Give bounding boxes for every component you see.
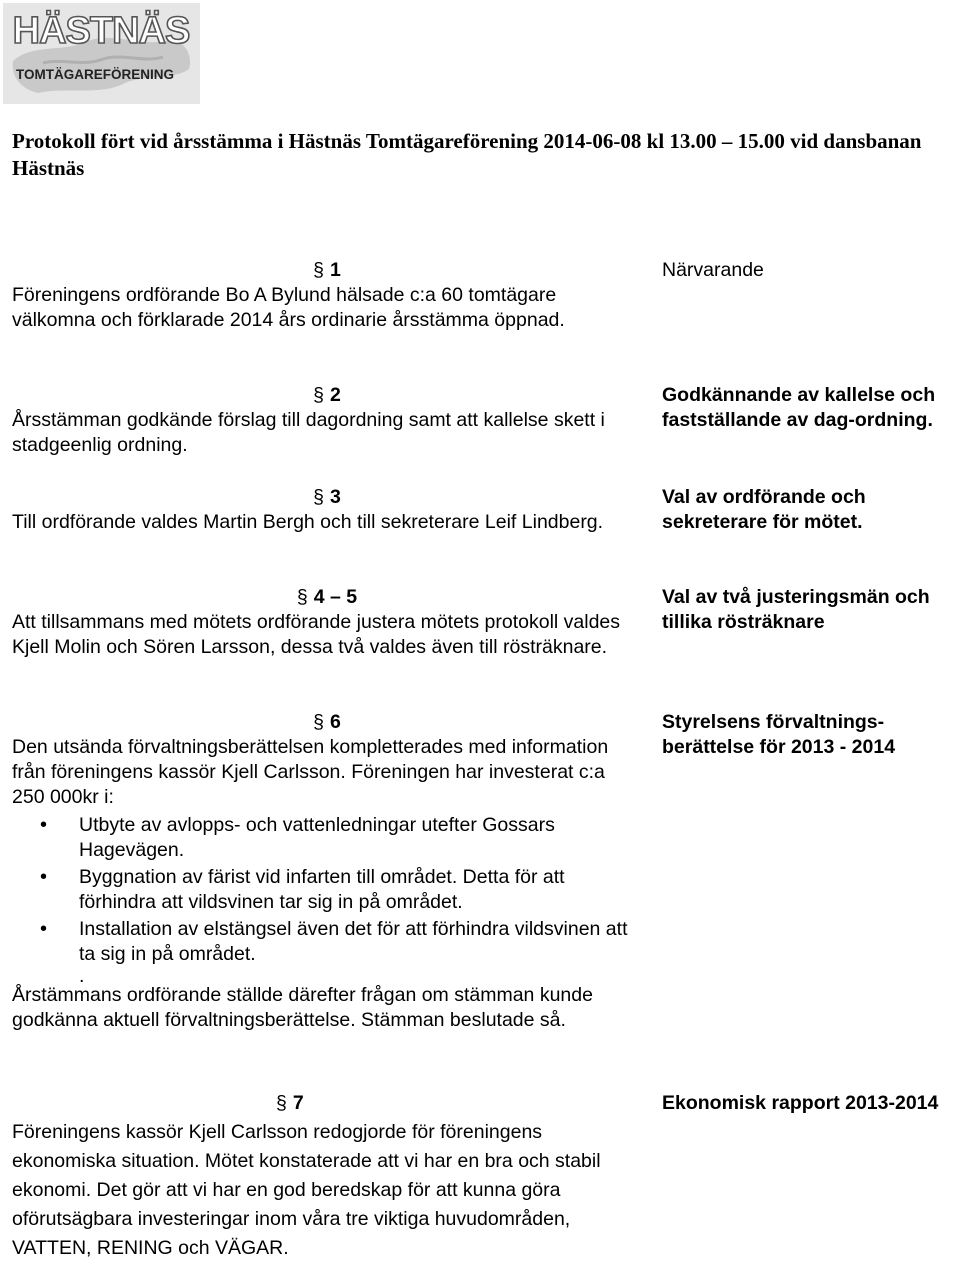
section-number: 7: [292, 1092, 304, 1114]
section-2: [12, 383, 642, 458]
paragraph-sign-icon: §: [313, 384, 324, 406]
logo-name: HÄSTNÄS: [12, 10, 190, 52]
section-7: [12, 1091, 642, 1263]
section-text-after: Årstämmans ordförande ställde därefter frågan om stämman kunde godkänna aktuell förvaltningsberättelse. Stämman beslutade så.: [12, 984, 593, 1031]
paragraph-sign-icon: §: [276, 1092, 287, 1114]
section-number: 2: [330, 384, 341, 406]
section-6: [12, 710, 642, 1033]
section-1: [12, 258, 642, 333]
section-1-heading: [662, 258, 952, 283]
protocol-title: Protokoll fört vid årsstämma i Hästnäs Tomtägareförening 2014-06-08 kl 13.00 – 15.00 vid dansbanan Hästnäs: [12, 129, 922, 180]
paragraph-sign-icon: §: [296, 586, 308, 608]
paragraph-sign-icon: §: [313, 711, 324, 733]
section-text: Föreningens kassör Kjell Carlsson redogjorde för föreningens ekonomiska situation. Mötet konstaterade att vi har en bra och stabil ekonomi. Det gör att vi har en god beredskap för att kunna göra oförutsägbara investeringar inom våra tre viktiga huvudområden, VATTEN, RENING och VÄGAR.: [12, 1121, 601, 1259]
section-6-heading: [662, 710, 952, 760]
list-item: • Utbyte av avlopps- och vattenledningar utefter Gossars Hagevägen.: [12, 813, 642, 863]
section-text: Den utsända förvaltningsberättelsen kompletterades med information från föreningens kassör Kjell Carlsson. Föreningen har investerat c:a 250 000kr i:: [12, 736, 609, 808]
section-text: Att tillsammans med mötets ordförande justera mötets protokoll valdes Kjell Molin och Sören Larsson, dessa två valdes även till rösträknare.: [12, 611, 621, 658]
side-heading: Ekonomisk rapport 2013-2014: [662, 1092, 939, 1114]
section-text: Årsstämman godkände förslag till dagordning samt att kallelse skett i stadgeenlig ordning.: [12, 409, 605, 456]
list-item: • Byggnation av färist vid infarten till området. Detta för att förhindra att vildsvinen tar sig in på området.: [12, 865, 642, 915]
paragraph-sign-icon: §: [313, 486, 324, 508]
section-number: 6: [330, 711, 341, 733]
stray-dot: .: [79, 969, 85, 983]
section-3: [12, 485, 642, 535]
section-2-heading: [662, 383, 952, 433]
section-number: 1: [330, 259, 341, 281]
association-logo: [3, 3, 200, 104]
logo-subtitle: TOMTÄGAREFÖRENING: [16, 67, 174, 82]
section-4-5-heading: [662, 585, 952, 635]
section-4-5: [12, 585, 642, 660]
side-heading: Val av ordförande och sekreterare för mötet.: [662, 486, 866, 533]
section-text: Till ordförande valdes Martin Bergh och till sekreterare Leif Lindberg.: [12, 511, 604, 533]
side-heading: Närvarande: [662, 259, 764, 281]
paragraph-sign-icon: §: [313, 259, 324, 281]
section-3-heading: [662, 485, 952, 535]
investment-list: [12, 813, 642, 967]
side-heading: Val av två justeringsmän och tillika rösträknare: [662, 586, 930, 633]
section-number: 4 – 5: [313, 586, 358, 608]
section-text: Föreningens ordförande Bo A Bylund hälsade c:a 60 tomtägare välkomna och förklarade 2014 års ordinarie årsstämma öppnad.: [12, 284, 565, 331]
section-7-heading: [662, 1091, 952, 1116]
list-item: • Installation av elstängsel även det för att förhindra vildsvinen att ta sig in på området.: [12, 917, 642, 967]
section-number: 3: [330, 486, 341, 508]
side-heading: Styrelsens förvaltnings-berättelse för 2013 - 2014: [662, 711, 896, 758]
side-heading: Godkännande av kallelse och fastställande av dag-ordning.: [662, 384, 936, 431]
